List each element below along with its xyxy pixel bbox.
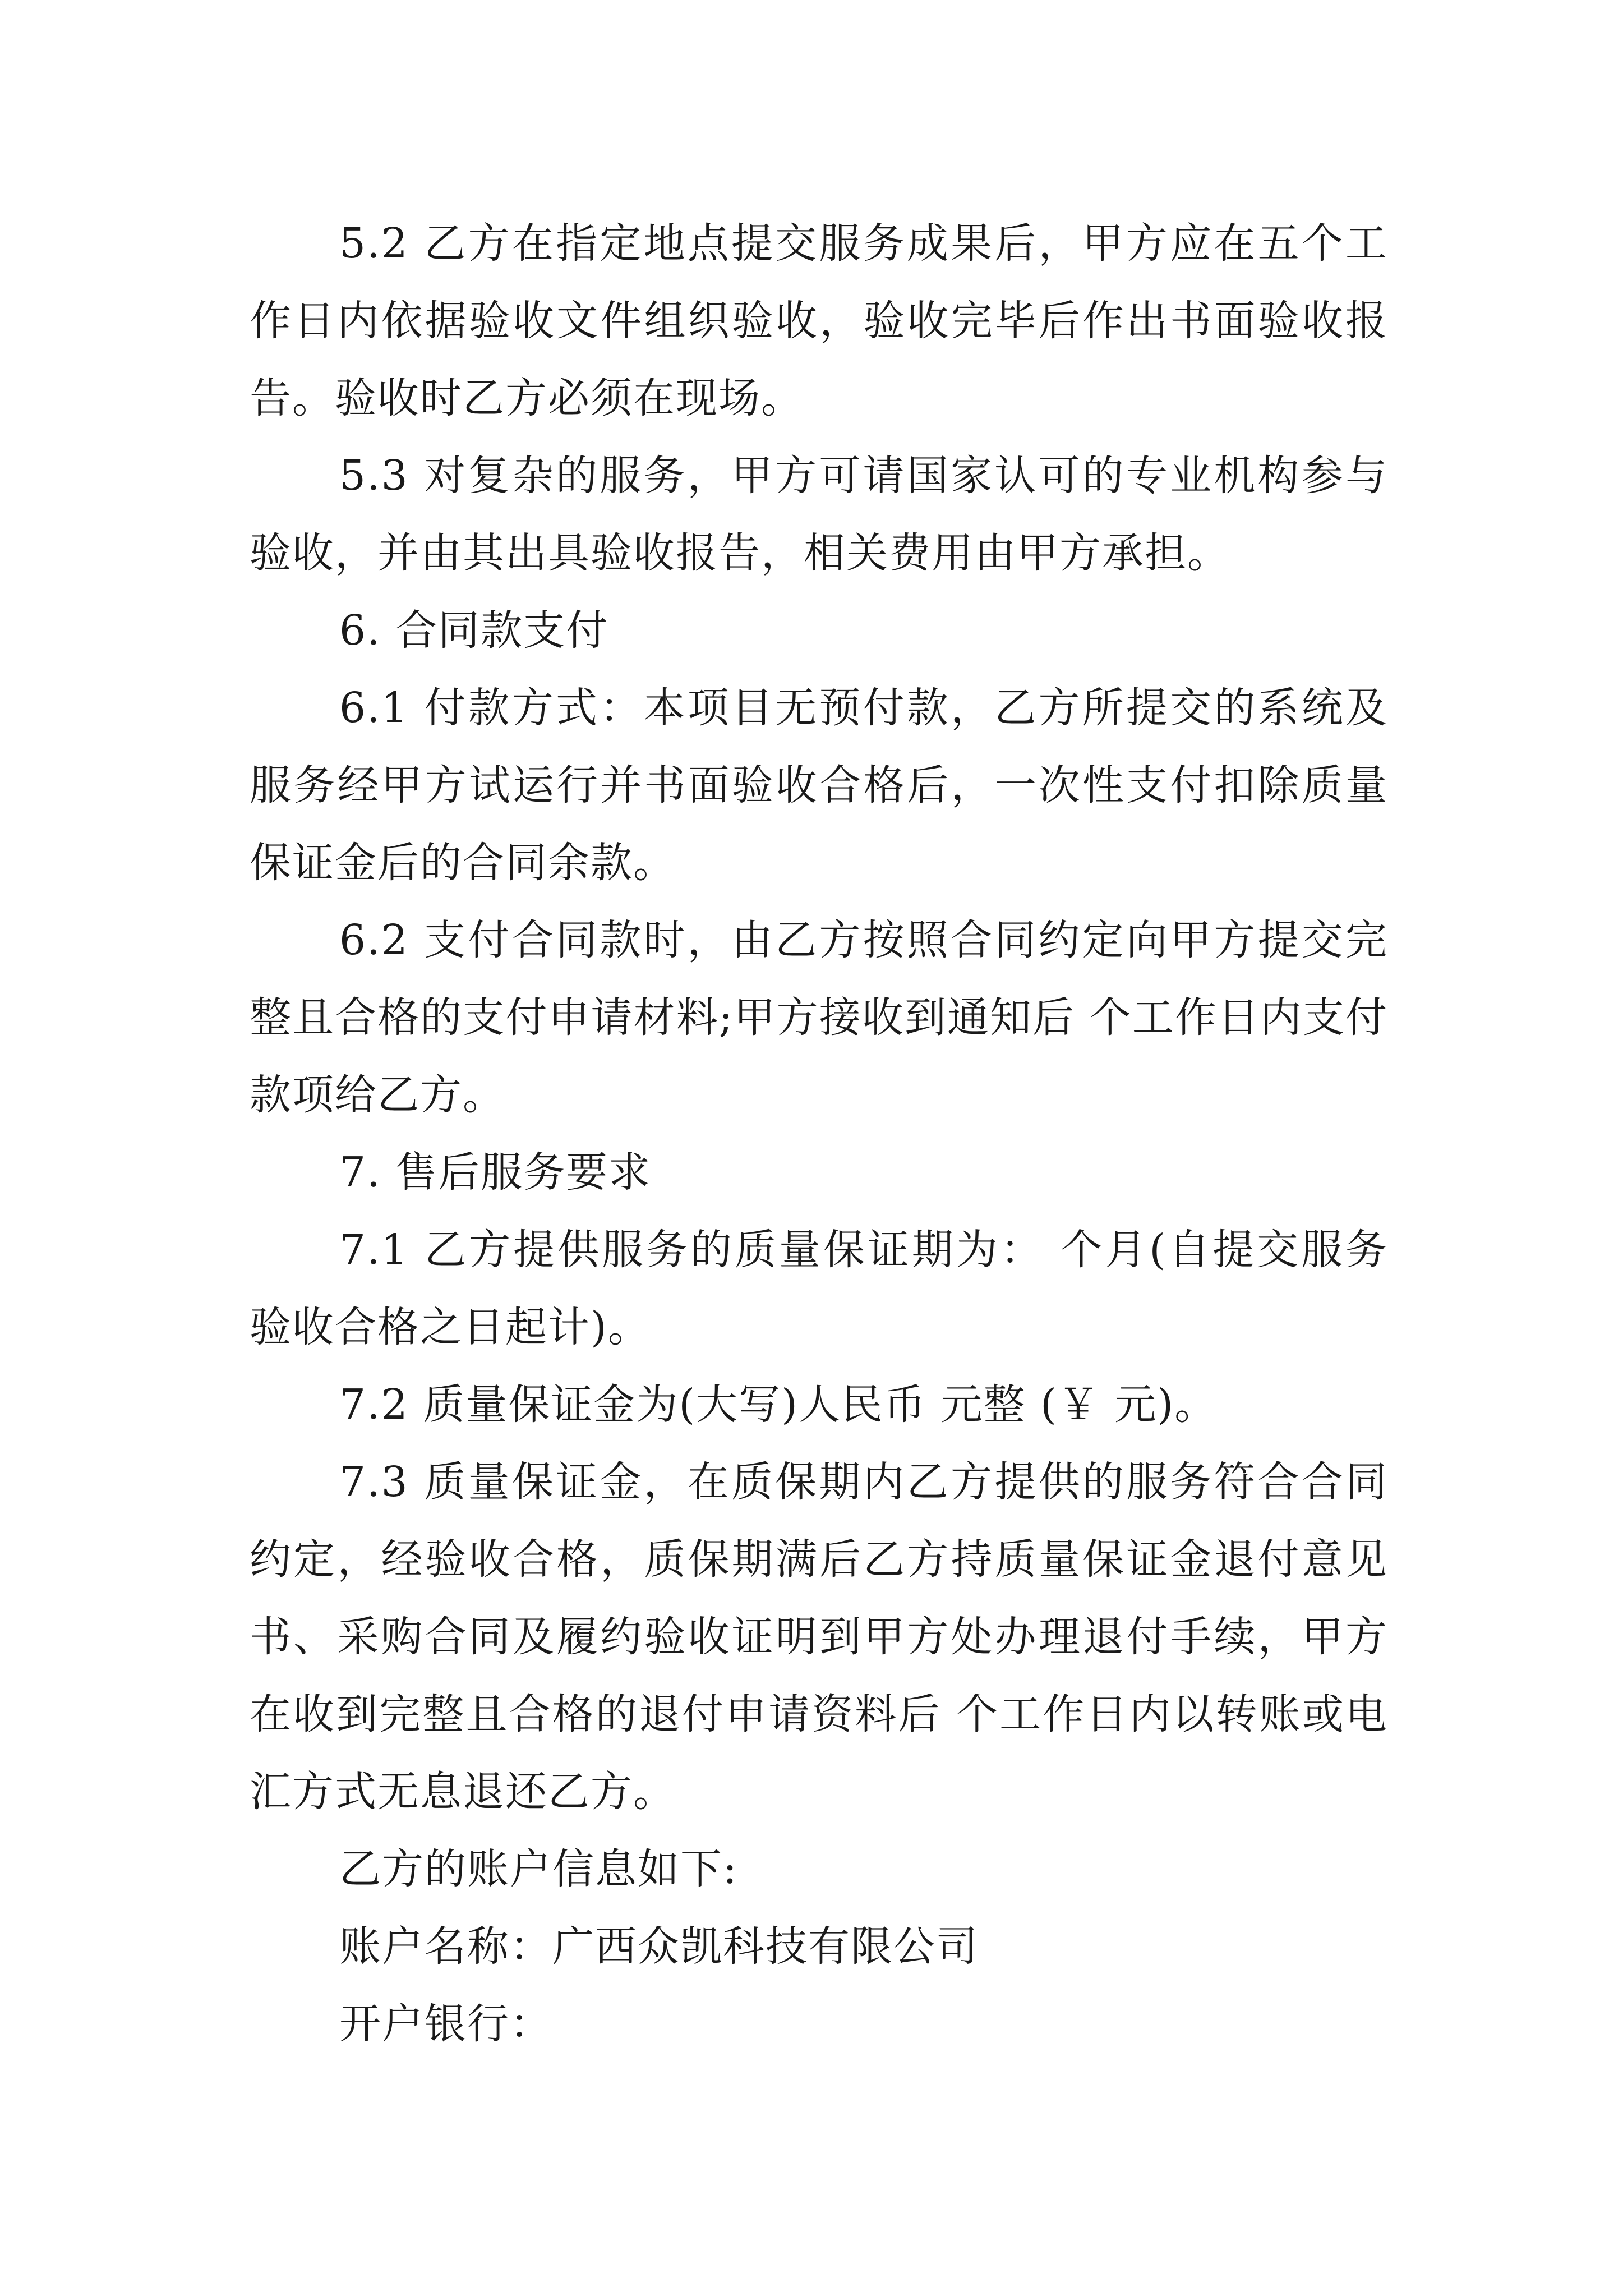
account-info-intro: 乙方的账户信息如下: — [339, 1845, 738, 1893]
clause-7-3: 7.3 质量保证金，在质保期内乙方提供的服务符合合同约定，经验收合格，质保期满后乙方持质量保证金退付意见书、采购合同及履约验收证明到甲方处办理退付手续，甲方在收到完整且合格的退付申请资料后 个工作日内以转账或电汇方式无息退还乙方。 — [250, 1458, 1388, 1816]
clause-7-1: 7.1 乙方提供服务的质量保证期为： 个月(自提交服务验收合格之日起计)。 — [250, 1226, 1388, 1351]
clause-5-2: 5.2 乙方在指定地点提交服务成果后，甲方应在五个工作日内依据验收文件组织验收，验收完毕后作出书面验收报告。验收时乙方必须在现场。 — [250, 219, 1388, 422]
section-7-heading: 7. 售后服务要求 — [339, 1148, 652, 1197]
clause-5-3: 5.3 对复杂的服务，甲方可请国家认可的专业机构参与验收，并由其出具验收报告，相关费用由甲方承担。 — [250, 452, 1388, 577]
clause-6-1: 6.1 付款方式：本项目无预付款，乙方所提交的系统及服务经甲方试运行并书面验收合格后，一次性支付扣除质量保证金后的合同余款。 — [250, 684, 1388, 887]
account-bank: 开户银行： — [339, 2000, 552, 2048]
account-name: 账户名称：广西众凯科技有限公司 — [339, 1922, 979, 1971]
clause-6-2: 6.2 支付合同款时，由乙方按照合同约定向甲方提交完整且合格的支付申请材料;甲方接收到通知后 个工作日内支付款项给乙方。 — [250, 916, 1388, 1119]
section-6-heading: 6. 合同款支付 — [339, 606, 609, 655]
document-body — [250, 205, 1388, 2063]
clause-7-2: 7.2 质量保证金为(大写)人民币 元整 (￥ 元)。 — [339, 1381, 1218, 1429]
